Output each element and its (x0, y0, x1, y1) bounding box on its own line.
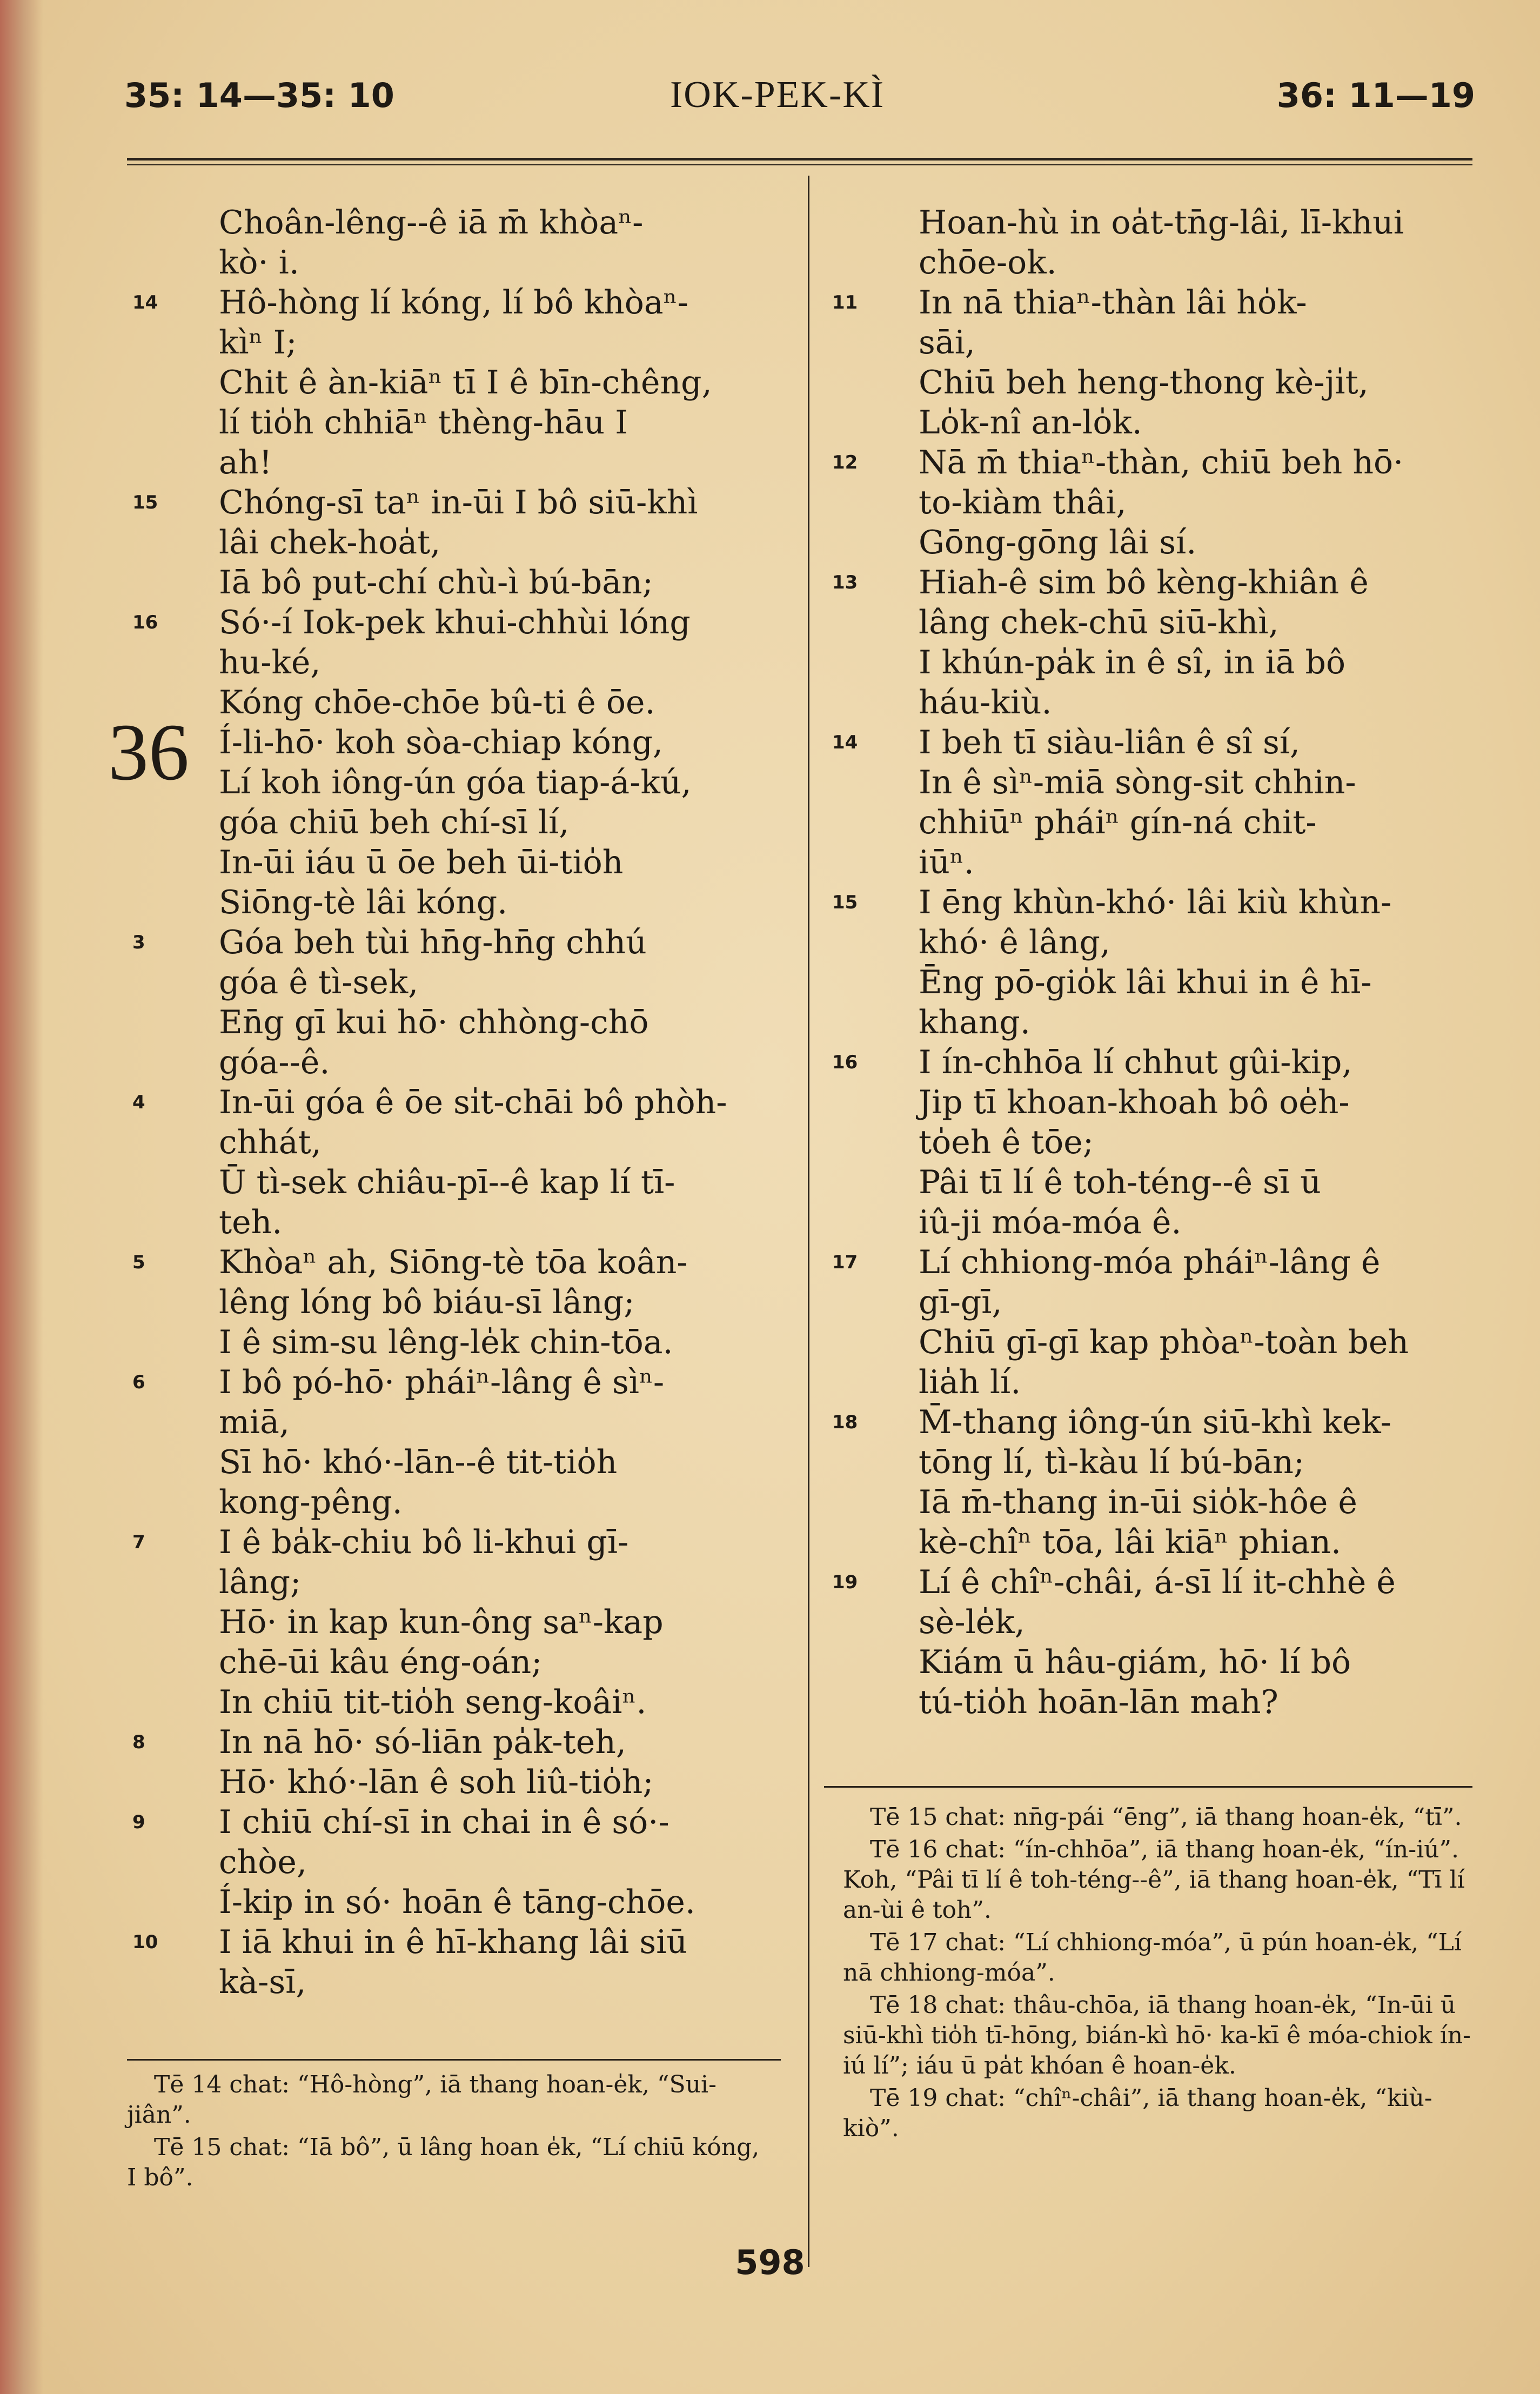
verse-line: In nā hō· só-liān pa̍k-teh, (219, 1723, 626, 1761)
verse-line: chhát, (219, 1124, 322, 1161)
verse-line: Hoan-hù in oa̍t-tn̄g-lâi, lī-khui (919, 204, 1404, 242)
verse-number: 14 (832, 732, 858, 753)
verse-line: Gōng-gōng lâi sí. (919, 524, 1197, 561)
verse-line: lâng chek-chū siū-khì, (919, 604, 1279, 641)
verse-line: teh. (219, 1203, 283, 1241)
verse-line: lêng lóng bô biáu-sī lâng; (219, 1283, 635, 1321)
footnote: Tē 17 chat: “Lí chhiong-móa”, ū pún hoan-e̍k, “Lí nā chhiong-móa”. (843, 1929, 1462, 1987)
verse (124, 1722, 773, 1802)
verse (124, 1922, 773, 2002)
verse-line: miā, (219, 1403, 290, 1441)
verse-line: En̄g gī kui hō· chhòng-chō (219, 1004, 649, 1041)
footnote: Tē 19 chat: “chîⁿ-châi”, iā thang hoan-e̍k, “kiù-kiò”. (843, 2084, 1432, 2142)
verse-number: 10 (132, 1931, 158, 1953)
verse-line: Chiū gī-gī kap phòaⁿ-toàn beh (919, 1323, 1409, 1361)
verse-line: kong-pêng. (219, 1483, 403, 1521)
verse-number: 3 (132, 932, 145, 953)
verse-line: kò· i. (219, 244, 299, 282)
verse (824, 283, 1472, 443)
verse-line: In nā thiaⁿ-thàn lâi ho̍k- (919, 284, 1307, 322)
column-divider (808, 176, 809, 2267)
verse (124, 283, 773, 483)
verse-number: 8 (132, 1731, 145, 1753)
verse-line: Í-kip in só· hoān ê tāng-chōe. (219, 1883, 695, 1921)
verse-line: chòe, (219, 1843, 307, 1881)
verse-line: gī-gī, (919, 1283, 1002, 1321)
verse-line: Kiám ū hâu-giám, hō· lí bô (919, 1643, 1351, 1681)
verse-line: hu-ké, (219, 644, 321, 681)
verse (124, 1242, 773, 1362)
right-column (824, 203, 1472, 1722)
verse-line: I chiū chí-sī in chai in ê só·- (219, 1803, 669, 1841)
verse-line: kà-sī, (219, 1963, 306, 2001)
verse-line: Ū tì-sek chiâu-pī--ê kap lí tī- (219, 1163, 675, 1201)
verse-line: góa ê tì-sek, (219, 964, 419, 1001)
verse-line: In ê sìⁿ-miā sòng-sit chhin- (919, 764, 1356, 801)
verse-line: Kóng chōe-chōe bû-ti ê ōe. (219, 684, 655, 721)
header-book-title: IOK-PEK-KÌ (670, 74, 885, 116)
header-right-reference: 36: 11—19 (1276, 76, 1475, 115)
verse (824, 203, 1472, 283)
footnote-rule-right (824, 1786, 1472, 1788)
verse-line: Sī hō· khó·-lān--ê tit-tio̍h (219, 1443, 618, 1481)
header-rule (127, 158, 1472, 161)
verse-line: Iā bô put-chí chù-ì bú-bān; (219, 564, 653, 601)
verse-line: to-kiàm thâi, (919, 484, 1127, 521)
verse (124, 1362, 773, 1522)
verse-line: khó· ê lâng, (919, 924, 1110, 961)
verse-line: Nā m̄ thiaⁿ-thàn, chiū beh hō· (919, 444, 1404, 482)
verse (824, 1562, 1472, 1722)
verse (824, 1242, 1472, 1402)
verse-line: I ê ba̍k-chiu bô li-khui gī- (219, 1523, 629, 1561)
verse-line: Choân-lêng--ê iā m̄ khòaⁿ- (219, 204, 644, 242)
verse-line: Siōng-tè lâi kóng. (219, 884, 508, 921)
verse-line: Hô-hòng lí kóng, lí bô khòaⁿ- (219, 284, 688, 322)
verse-number: 11 (832, 292, 858, 313)
verse-line: iû-ji móa-móa ê. (919, 1203, 1182, 1241)
verse (124, 1522, 773, 1722)
verse-line: Lí koh iông-ún góa tiap-á-kú, (219, 764, 692, 801)
verse-line: Pâi tī lí ê toh-téng--ê sī ū (919, 1163, 1321, 1201)
verse-line: háu-kiù. (919, 684, 1052, 721)
verse-number: 4 (132, 1092, 145, 1113)
verse-line: Lí chhiong-móa pháiⁿ-lâng ê (919, 1243, 1381, 1281)
verse-line: lia̍h lí. (919, 1363, 1021, 1401)
verse-line: I ín-chhōa lí chhut gûi-kip, (919, 1044, 1352, 1081)
verse (124, 483, 773, 603)
verse-line: khang. (919, 1004, 1030, 1041)
footnote: Tē 14 chat: “Hô-hòng”, iā thang hoan-e̍k, “Sui-jiân”. (127, 2071, 717, 2129)
verse-line: Góa beh tùi hn̄g-hn̄g chhú (219, 924, 647, 961)
verse-line: góa--ê. (219, 1044, 330, 1081)
verse (124, 203, 773, 283)
verse-line: lâng; (219, 1563, 302, 1601)
page-number: 598 (735, 2243, 805, 2282)
verse-line: sāi, (919, 324, 975, 362)
header-left-reference: 35: 14—35: 10 (124, 76, 394, 115)
verse-number: 7 (132, 1532, 145, 1553)
verse-line: Í-li-hō· koh sòa-chiap kóng, (219, 724, 663, 761)
verse-line: In-ūi iáu ū ōe beh ūi-tio̍h (219, 844, 624, 881)
verse-number: 12 (832, 452, 858, 473)
verse-number: 9 (132, 1811, 145, 1833)
verse (824, 1402, 1472, 1562)
verse-number: 17 (832, 1252, 858, 1273)
footnotes-right (843, 1802, 1481, 2146)
verse (124, 922, 773, 1082)
verse-number: 16 (132, 612, 158, 633)
verse (124, 1082, 773, 1242)
verse-line: Hiah-ê sim bô kèng-khiân ê (919, 564, 1369, 601)
verse (124, 1802, 773, 1922)
verse-line: iūⁿ. (919, 844, 974, 881)
verse (824, 563, 1472, 723)
verse-line: I bô pó-hō· pháiⁿ-lâng ê sìⁿ- (219, 1363, 665, 1401)
header-rule-thin (127, 164, 1472, 165)
verse-line: I khún-pa̍k in ê sî, in iā bô (919, 644, 1346, 681)
verse-line: Hō· in kap kun-ông saⁿ-kap (219, 1603, 664, 1641)
chapter-number: 36 (108, 707, 189, 797)
verse-line: sè-le̍k, (919, 1603, 1025, 1641)
verse-number: 19 (832, 1572, 858, 1593)
verse (824, 443, 1472, 563)
left-column (108, 203, 773, 2002)
footnote: Tē 16 chat: “ín-chhōa”, iā thang hoan-e̍k, “ín-iú”. Koh, “Pâi tī lí ê toh-téng--ê”, iā thang hoan-e̍k, “Tī lí an-ùi ê toh”. (843, 1836, 1465, 1924)
verse-line: Ēng pō-gio̍k lâi khui in ê hī- (919, 964, 1372, 1001)
verse-line: Chóng-sī taⁿ in-ūi I bô siū-khì (219, 484, 698, 521)
verse-line: Iā m̄-thang in-ūi sio̍k-hôe ê (919, 1483, 1357, 1521)
verse-line: Hō· khó·-lān ê soh liû-tio̍h; (219, 1763, 654, 1801)
verse-line: Jip tī khoan-khoah bô oe̍h- (919, 1084, 1350, 1121)
verse (824, 723, 1472, 882)
chapter-opening (108, 707, 773, 922)
verse-line: chē-ūi kâu éng-oán; (219, 1643, 543, 1681)
verse-line: I ēng khùn-khó· lâi kiù khùn- (919, 884, 1392, 921)
verse-number: 15 (832, 892, 858, 913)
footnote: Tē 18 chat: thâu-chōa, iā thang hoan-e̍k, “In-ūi ū siū-khì tio̍h tī-hōng, bián-kì hō· ka-kī ê móa-chiok ín-iú lí”; iáu ū pa̍t khóan ê hoan-e̍k. (843, 1991, 1471, 2079)
verse-line: I beh tī siàu-liân ê sî sí, (919, 724, 1300, 761)
verse-line: ah! (219, 444, 272, 482)
verse-number: 14 (132, 292, 158, 313)
verse-number: 15 (132, 492, 158, 513)
verse-line: tú-tio̍h hoān-lān mah? (919, 1683, 1278, 1721)
verse-line: lâi chek-hoa̍t, (219, 524, 441, 561)
verse-line: Chiū beh heng-thong kè-ji̍t, (919, 364, 1369, 402)
verse-line: Só·-í Iok-pek khui-chhùi lóng (219, 604, 691, 641)
verse-line: tōng lí, tì-kàu lí bú-bān; (919, 1443, 1305, 1481)
verse-number: 5 (132, 1252, 145, 1273)
verse-line: Khòaⁿ ah, Siōng-tè tōa koân- (219, 1243, 688, 1281)
verse-line: chōe-ok. (919, 244, 1057, 282)
verse-line: In chiū tit-tio̍h seng-koâiⁿ. (219, 1683, 647, 1721)
footnote: Tē 15 chat: nn̄g-pái “ēng”, iā thang hoan-e̍k, “tī”. (870, 1803, 1462, 1831)
verse-number: 18 (832, 1412, 858, 1433)
verse-line: M̄-thang iông-ún siū-khì kek- (919, 1403, 1391, 1441)
running-header (124, 70, 1475, 130)
verse-line: góa chiū beh chí-sī lí, (219, 804, 570, 841)
verse-line: I iā khui in ê hī-khang lâi siū (219, 1923, 688, 1961)
footnote: Tē 15 chat: “Iā bô”, ū lâng hoan e̍k, “Lí chiū kóng, I bô”. (127, 2134, 760, 2191)
verse (824, 1042, 1472, 1242)
verse-line: chhiūⁿ pháiⁿ gín-ná chit- (919, 804, 1317, 841)
verse-number: 13 (832, 572, 858, 593)
verse-line: Lí ê chîⁿ-châi, á-sī lí it-chhè ê (919, 1563, 1396, 1601)
verse-line: kìⁿ I; (219, 324, 297, 362)
verse-line: In-ūi góa ê ōe si̍t-chāi bô phòh- (219, 1084, 727, 1121)
verse-line: to̍eh ê tōe; (919, 1124, 1094, 1161)
verse-line: Lo̍k-nî an-lo̍k. (919, 404, 1142, 442)
page-edge-stain (0, 0, 43, 2394)
footnotes-left (127, 2070, 775, 2195)
verse-line: lí tio̍h chhiāⁿ thèng-hāu I (219, 404, 628, 442)
verse-number: 16 (832, 1052, 858, 1073)
verse-line: I ê sim-su lêng-le̍k chin-tōa. (219, 1323, 673, 1361)
verse (824, 882, 1472, 1042)
verse (124, 603, 773, 723)
verse-line: Chit ê àn-kiāⁿ tī I ê bīn-chêng, (219, 364, 712, 402)
verse-line: kè-chîⁿ tōa, lâi kiāⁿ phian. (919, 1523, 1342, 1561)
footnote-rule-left (127, 2059, 781, 2061)
verse-number: 6 (132, 1372, 145, 1393)
